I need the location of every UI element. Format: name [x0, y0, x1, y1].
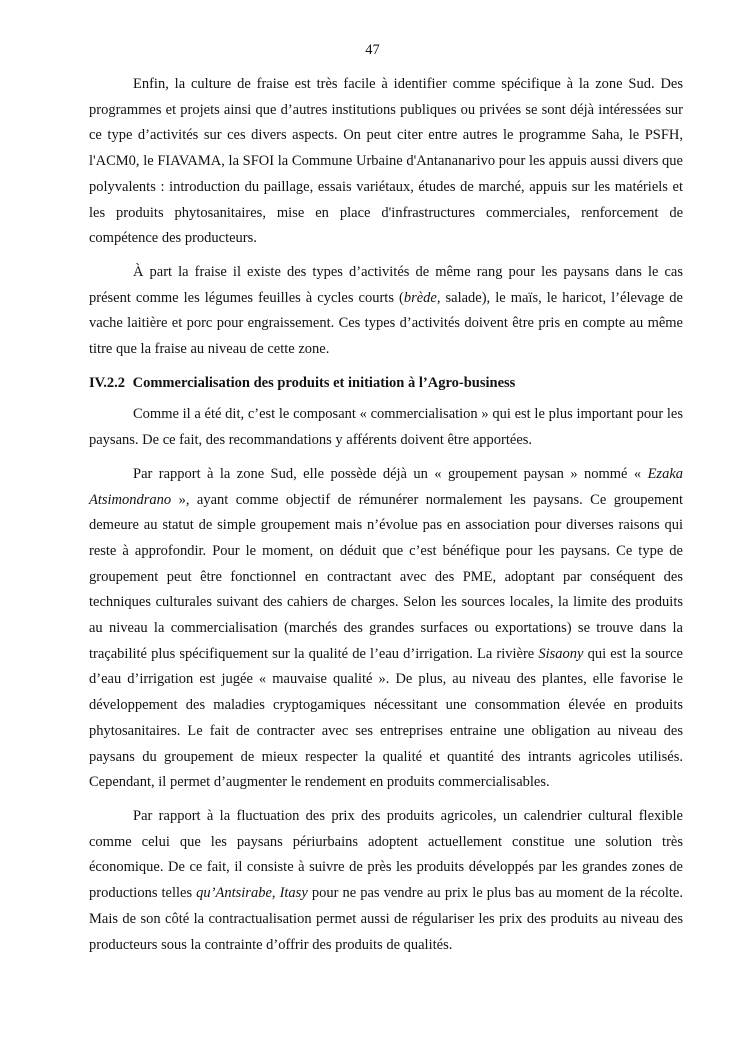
paragraph-text: , salade), le maïs, le haricot, l’élevage de vache laitière et porc pour engraissement. Ces types d’activités doivent être pris en compte au même titre que la fraise au niveau de cette zone. [89, 289, 683, 358]
paragraph-text: À part la fraise il existe des types d’activités de même rang pour les paysans dans le cas présent comme les légumes feuilles à cycles courts ( [89, 263, 683, 306]
paragraph-commercialisation [89, 402, 683, 453]
paragraph-groupement-paysan [89, 462, 683, 796]
section-heading [89, 371, 683, 397]
paragraph-fluctuation-prix [89, 804, 683, 958]
italic-term-brede: brède [403, 289, 437, 306]
section-title: Commercialisation des produits et initiation à l’Agro-business [132, 374, 516, 391]
paragraph-text: Par rapport à la zone Sud, elle possède déjà un « groupement paysan » nommé « [133, 465, 648, 482]
document-body [89, 72, 683, 966]
paragraph-text: Enfin, la culture de fraise est très facile à identifier comme spécifique à la zone Sud. Des programmes et projets ainsi que d’autres institutions publiques ou privées se sont déjà intéressées sur ce type d’activités sur ces divers aspects. On peut citer entre autres le programme Saha, le PSFH, l'ACM0, le FIAVAMA, la SFOI la Commune Urbaine d'Antananarivo pour les appuis aussi divers que polyvalents : introduction du paillage, essais variétaux, études de marché, appuis sur les matériels et les produits phytosanitaires, mise en place d'infrastructures commerciales, renforcement de compétence des producteurs. [89, 76, 683, 247]
paragraph-fraise-sud [89, 72, 683, 252]
paragraph-text: Comme il a été dit, c’est le composant « commercialisation » qui est le plus important pour les paysans. De ce fait, des recommandations y afférents doivent être apportées. [89, 406, 683, 449]
paragraph-text: qui est la source d’eau d’irrigation est jugée « mauvaise qualité ». De plus, au niveau des plantes, elle favorise le développement des maladies cryptogamiques nécessitant une consommation élevée en produits phytosanitaires. Le fait de contracter avec ses entreprises entraine une obligation au niveau des paysans du groupement de mieux respecter la qualité et quantité des intrants agricoles utilisés. Cependant, il permet d’augmenter le rendement en produits commercialisables. [89, 645, 683, 791]
page-number: 47 [365, 42, 380, 58]
italic-term-antsirabe: qu’Antsirabe [196, 885, 272, 902]
paragraph-autres-activites [89, 260, 683, 363]
paragraph-text: , [271, 885, 280, 902]
italic-term-sisaony: Sisaony [538, 645, 584, 662]
paragraph-text: Par rapport à la fluctuation des prix des produits agricoles, un calendrier cultural flexible comme celui que les paysans périurbains adoptent actuellement constitue une solution très économique. De ce fait, il consiste à suivre de près les produits développés par les grandes zones de productions telles [89, 807, 683, 902]
section-number: IV.2.2 [89, 374, 125, 391]
paragraph-text: pour ne pas vendre au prix le plus bas au moment de la récolte. Mais de son côté la contractualisation permet aussi de régulariser les prix des produits au niveau des producteurs sous la contrainte d’offrir des produits de qualités. [89, 885, 683, 953]
italic-term-ezaka: Ezaka Atsimondrano [89, 465, 683, 508]
italic-term-itasy: Itasy [279, 885, 308, 902]
paragraph-text: », ayant comme objectif de rémunérer normalement les paysans. Ce groupement demeure au statut de simple groupement mais n’évolue pas en association pour diverses raisons qui reste à approfondir. Pour le moment, on déduit que c’est bénéfique pour les paysans. Ce type de groupement peut être fonctionnel en contractant avec des PME, adoptant par conséquent des techniques culturales suivant des cahiers de charges. Selon les sources locales, la limite des produits au niveau la commercialisation (marchés des grandes surfaces ou exportations) se trouve dans la traçabilité plus spécifiquement sur la qualité de l’eau d’irrigation. La rivière [89, 491, 683, 662]
